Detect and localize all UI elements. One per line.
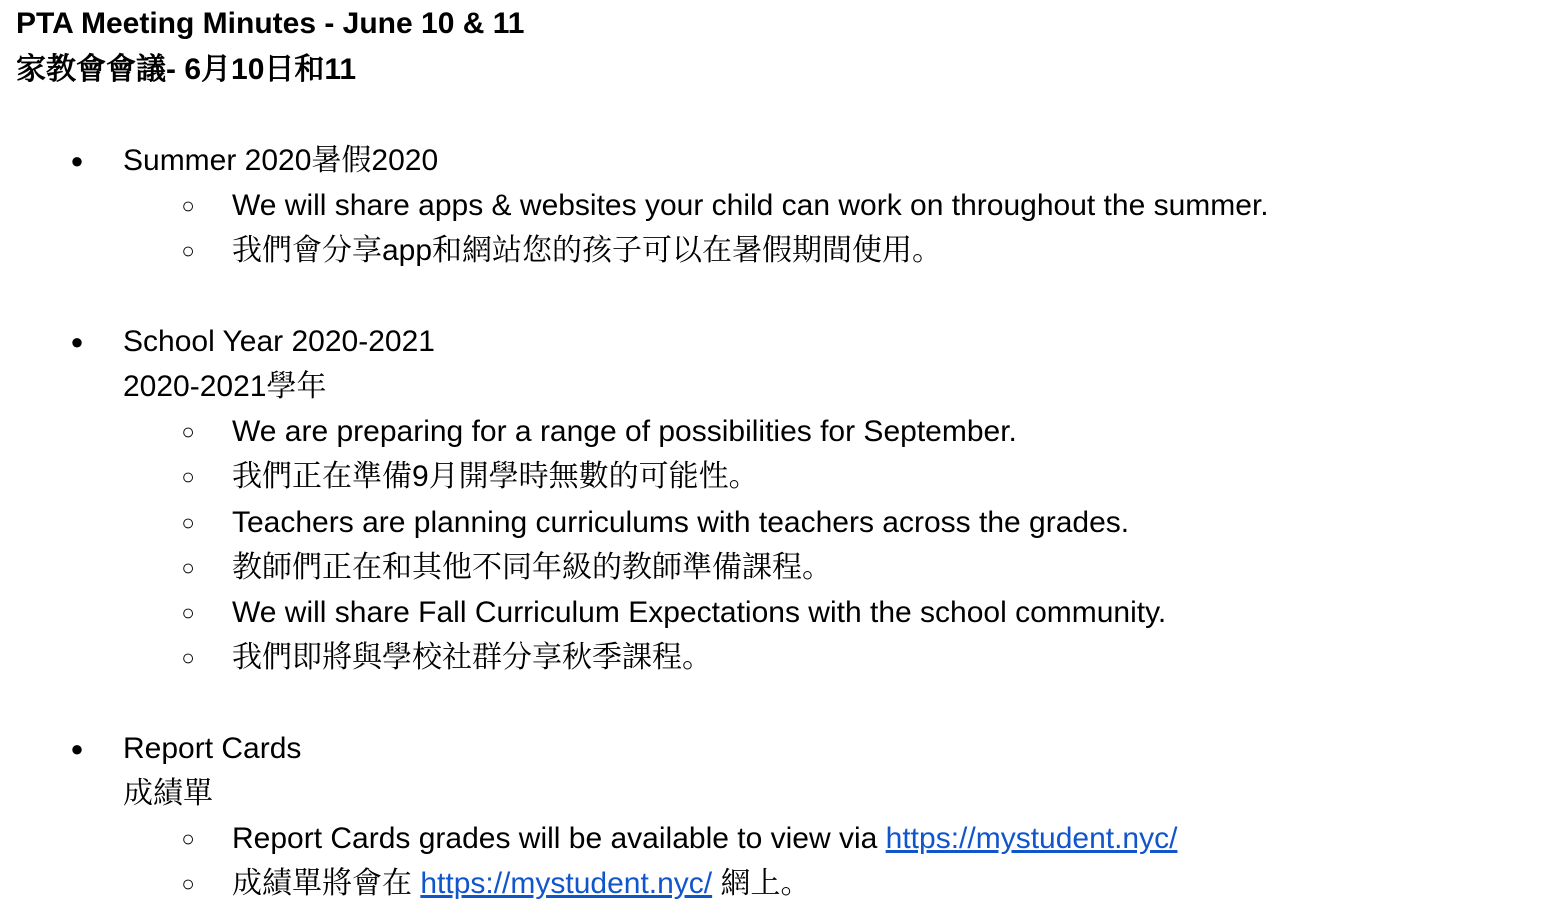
page-title-chinese: 家教會會議- 6月10日和11 [16,53,357,86]
filled-bullet-icon: ● [70,148,84,173]
page-title: PTA Meeting Minutes - June 10 & 11 [16,7,525,40]
hollow-bullet-icon: ○ [181,600,195,625]
list-item [181,819,1178,859]
filled-bullet-icon: ● [70,736,84,761]
report-cards-item-en-text: Report Cards grades will be available to view via [232,822,886,855]
hollow-bullet-icon: ○ [181,193,195,218]
summer-item-zh: 我們會分享app和網站您的孩子可以在暑假期間使用。 [232,234,943,267]
bullet-report-cards [70,729,302,769]
bullet-school-year [70,322,435,362]
list-item [181,864,811,904]
list-item [181,593,1167,633]
school-year-item: We are preparing for a range of possibilities for September. [232,415,1017,448]
hollow-bullet-icon: ○ [181,419,195,444]
school-year-item: 教師們正在和其他不同年級的教師準備課程。 [232,551,832,584]
mystudent-link[interactable]: https://mystudent.nyc/ [885,822,1178,855]
bullet-summer [70,141,439,181]
list-item [181,186,1269,226]
hollow-bullet-icon: ○ [181,238,195,263]
report-cards-heading: Report Cards [123,732,302,765]
school-year-subheading [123,367,326,407]
summer-item-en: We will share apps & websites your child can work on throughout the summer. [232,189,1269,222]
list-item [181,638,712,678]
report-cards-subheading [123,774,213,814]
report-cards-subheading-text: 成績單 [123,777,213,810]
list-item [181,548,832,588]
hollow-bullet-icon: ○ [181,645,195,670]
mystudent-link-zh[interactable]: https://mystudent.nyc/ [420,867,713,900]
hollow-bullet-icon: ○ [181,826,195,851]
hollow-bullet-icon: ○ [181,464,195,489]
report-cards-item-zh-text: 成績單將會在 [232,867,421,900]
hollow-bullet-icon: ○ [181,555,195,580]
list-item [181,457,759,497]
hollow-bullet-icon: ○ [181,510,195,535]
school-year-item: 我們即將與學校社群分享秋季課程。 [232,641,712,674]
summer-heading: Summer 2020暑假2020 [123,144,439,177]
school-year-item: Teachers are planning curriculums with teachers across the grades. [232,506,1130,539]
list-item [181,412,1017,452]
school-year-heading: School Year 2020-2021 [123,325,435,358]
hollow-bullet-icon: ○ [181,871,195,896]
report-cards-item-zh-suffix: 網上。 [712,867,811,900]
list-item [181,503,1130,543]
list-item [181,231,943,271]
school-year-item: We will share Fall Curriculum Expectations with the school community. [232,596,1167,629]
school-year-subheading-text: 2020-2021學年 [123,370,327,403]
filled-bullet-icon: ● [70,329,84,354]
school-year-item: 我們正在準備9月開學時無數的可能性。 [232,460,759,493]
